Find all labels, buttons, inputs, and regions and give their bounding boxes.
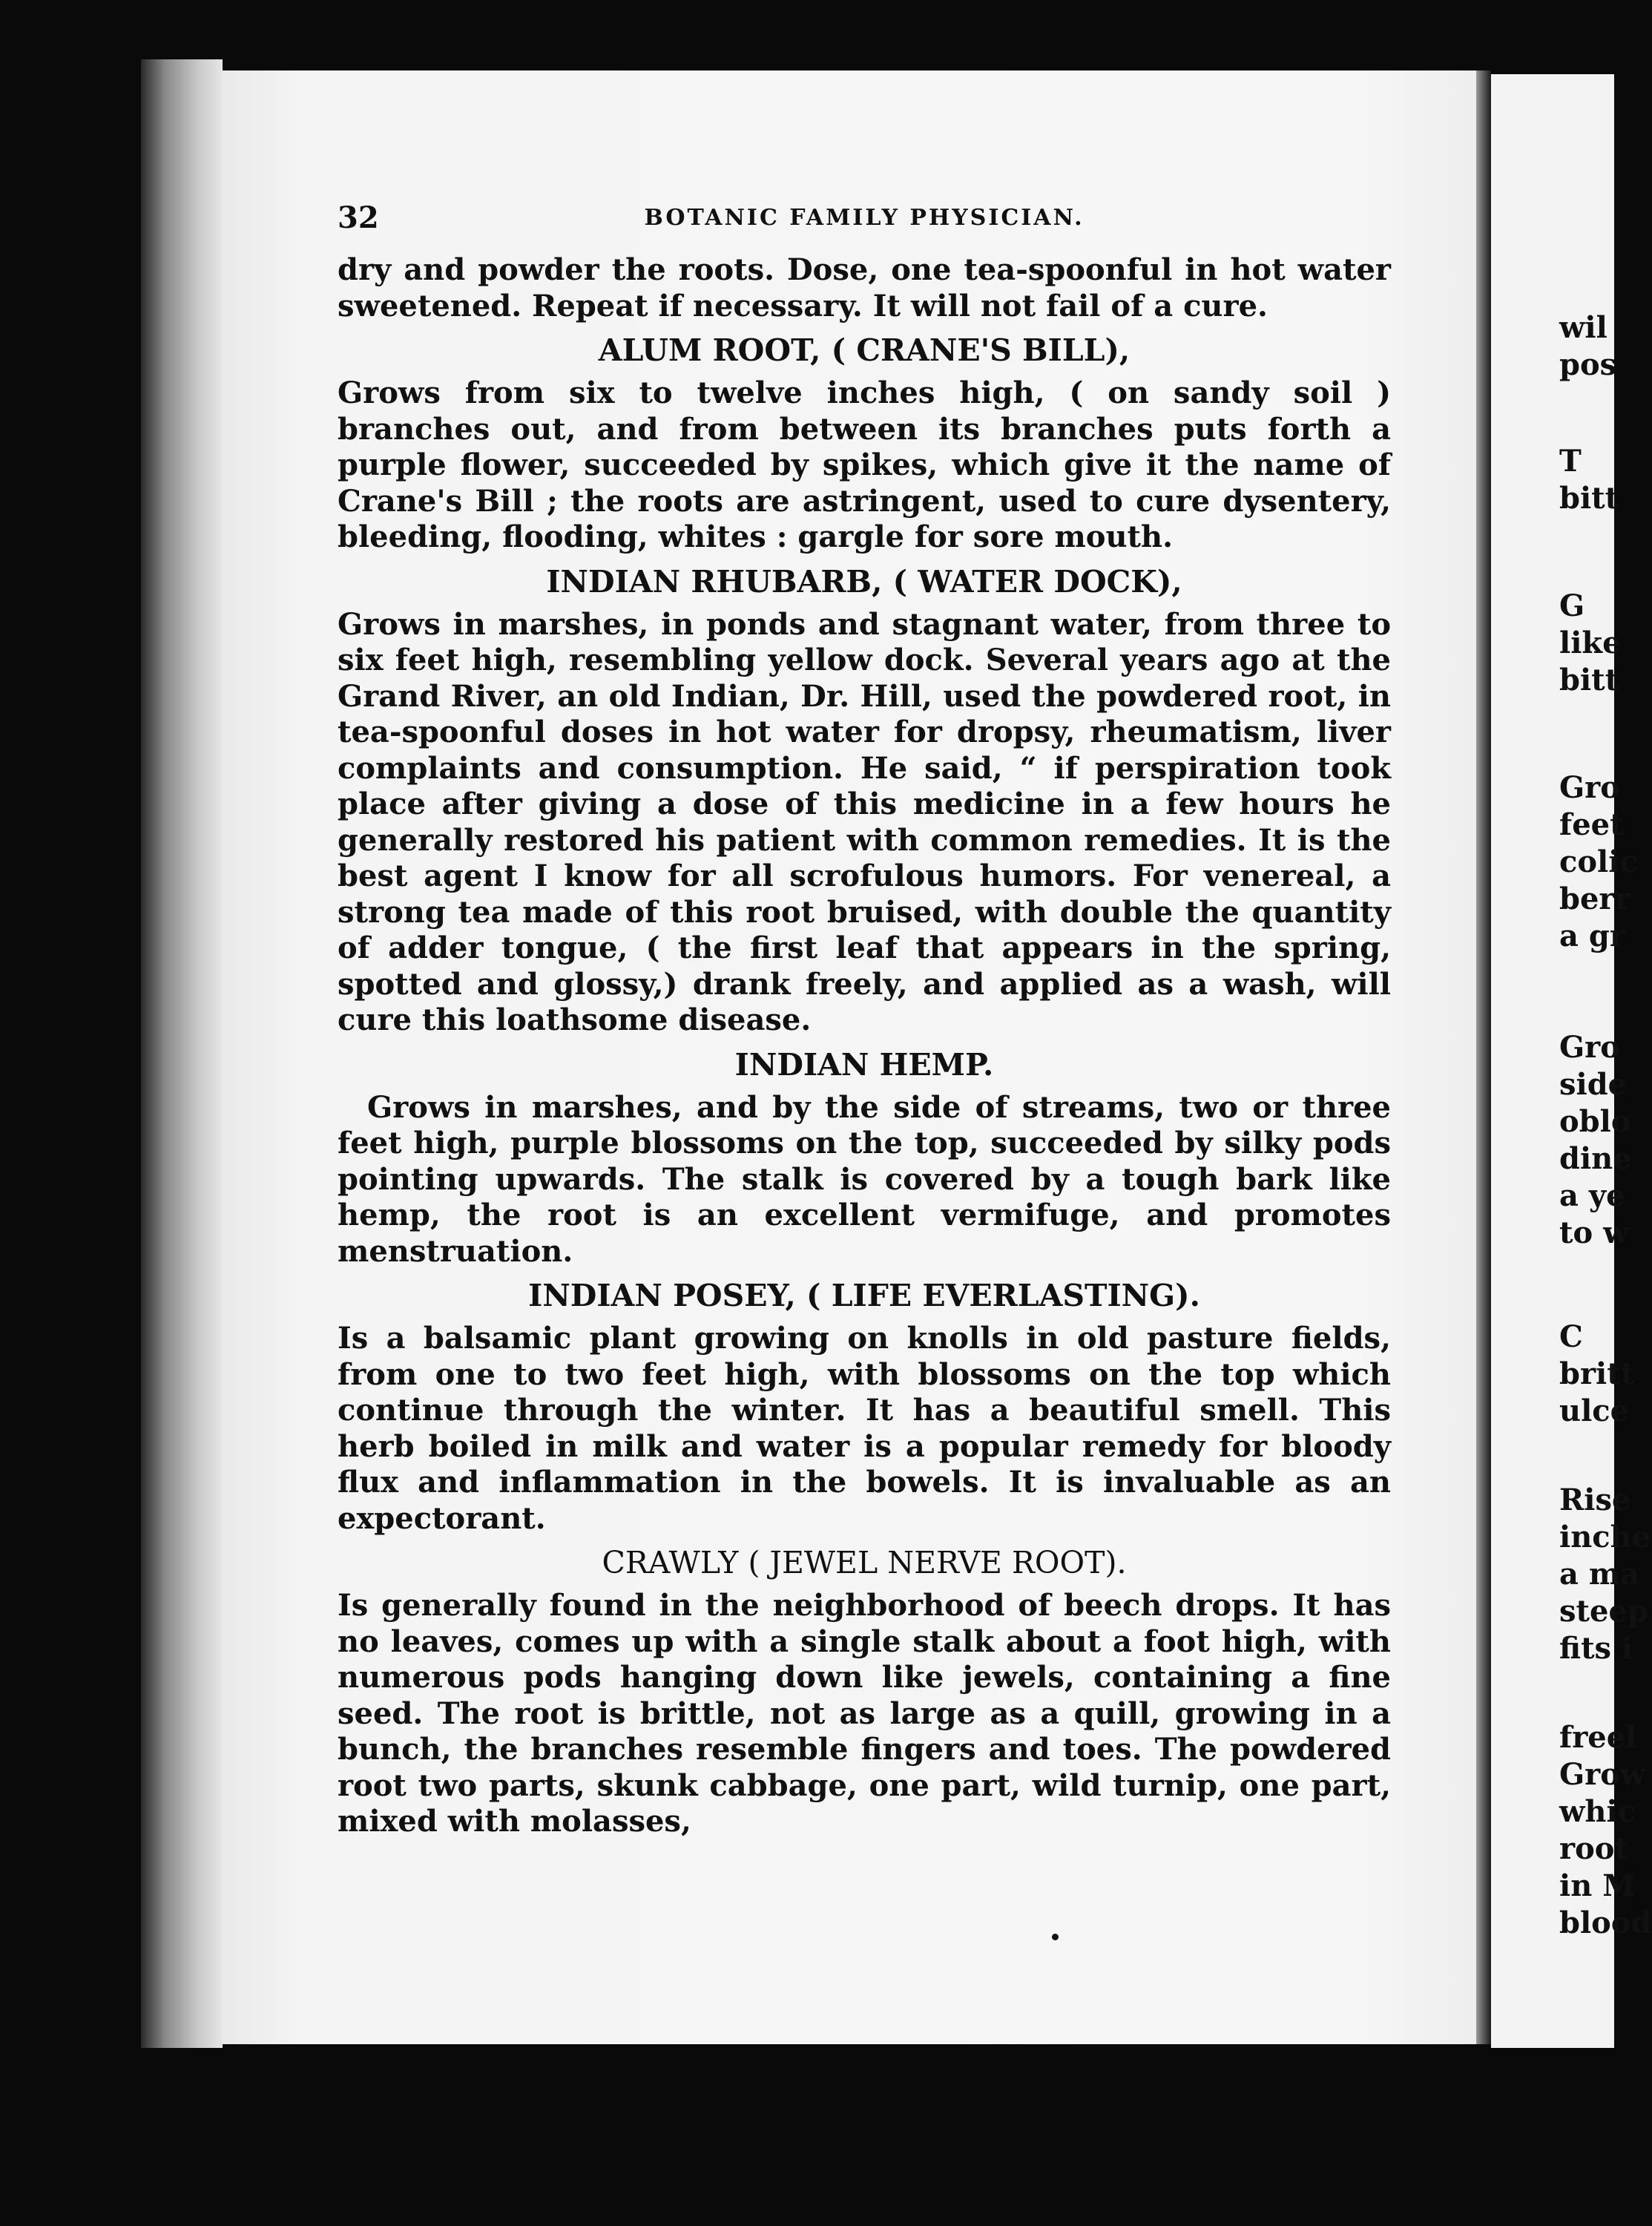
paragraph: Is generally found in the neighborhood of beech drops. It has no leaves, comes up with a single stalk about a foot high, with numerous pods hanging down like jewels, containing a fine seed. The root is brittle, not as large as a quill, growing in a bunch, the branches resemble fingers and toes. The powdered root two parts, skunk cabbage, one part, wild turnip, one part, mixed with molasses, — [338, 1588, 1391, 1839]
right-page-fragment: ulce — [1559, 1393, 1630, 1428]
right-page-fragment: colic — [1559, 844, 1638, 879]
right-page-fragment: inche — [1559, 1520, 1651, 1554]
section-heading: INDIAN POSEY, ( LIFE EVERLASTING). — [528, 1278, 1200, 1313]
right-page-fragment: in M — [1559, 1868, 1636, 1903]
right-page-fragment: dine — [1559, 1141, 1632, 1176]
right-page-fragment: fits i — [1559, 1631, 1633, 1666]
running-head — [338, 200, 1391, 252]
paragraph: Is a balsamic plant growing on knolls in old pasture fields, from one to two feet high, with blossoms on the top which continue through the winter. It has a beautiful smell. This herb boiled in milk and water is a popular remedy for bloody flux and inflammation in the bowels. It is invaluable as an expectorant. — [338, 1321, 1391, 1536]
right-page-fragment: wil — [1559, 310, 1607, 345]
right-page-edge — [1491, 74, 1652, 2048]
right-page-fragment: to w — [1559, 1215, 1629, 1250]
paragraph: Grows in marshes, in ponds and stagnant water, from three to six feet high, resembling yellow dock. Several years ago at the Grand River, an old Indian, Dr. Hill, used the powdered root, in tea-spoonful doses in hot water for dropsy, rheumatism, liver complaints and consumption. He said, “ if perspiration took place after giving a dose of this medicine in a few hours he generally restored his patient with common remedies. It is the best agent I know for all scrofulous humors. For venereal, a strong tea made of this root bruised, with double the quantity of adder tongue, ( the first leaf that appears in the spring, spotted and glossy,) drank freely, and applied as a wash, will cure this loathsome disease. — [338, 606, 1391, 1037]
paragraph: dry and powder the roots. Dose, one tea-spoonful in hot water sweetened. Repeat if necessary. It will not fail of a cure. — [338, 252, 1391, 324]
running-title: BOTANIC FAMILY PHYSICIAN. — [644, 205, 1085, 231]
right-page-fragment: berr — [1559, 881, 1630, 916]
right-page-fragment: steep — [1559, 1594, 1648, 1629]
right-page-fragment: side — [1559, 1067, 1628, 1102]
book-spine-shadow — [141, 59, 223, 2048]
page-number: 32 — [338, 200, 379, 235]
right-page-fragment: Gro — [1559, 1030, 1620, 1065]
right-page-fragment: bitt — [1559, 663, 1619, 697]
print-speck — [1052, 1934, 1059, 1940]
right-page-fragment: bitt — [1559, 481, 1619, 516]
right-page-fragment: a gr — [1559, 919, 1625, 953]
section-heading: ALUM ROOT, ( CRANE'S BILL), — [598, 332, 1131, 368]
right-page-fragment: Gro — [1559, 770, 1620, 805]
right-page-fragment: Rise — [1559, 1483, 1631, 1517]
right-page-fragment: feet — [1559, 807, 1624, 842]
section-heading: CRAWLY ( JEWEL NERVE ROOT). — [602, 1545, 1127, 1580]
section-heading: INDIAN RHUBARB, ( WATER DOCK), — [546, 563, 1182, 600]
right-page-fragment: Grow — [1559, 1757, 1646, 1792]
right-page-fragment: G — [1559, 588, 1585, 623]
right-page-fragment: C — [1559, 1319, 1583, 1354]
paragraph: Grows in marshes, and by the side of streams, two or three feet high, purple blossoms on the top, succeeded by silky pods pointing upwards. The stalk is covered by a tough bark like hemp, the root is an excellent vermifuge, and promotes menstruation. — [338, 1089, 1391, 1269]
right-page-fragment: T — [1559, 444, 1582, 479]
right-page-fragment: pos — [1559, 347, 1617, 382]
right-page-fragment: a ma — [1559, 1557, 1640, 1592]
right-page-fragment: blood — [1559, 1905, 1652, 1940]
right-page-fragment: like — [1559, 626, 1622, 660]
right-page-fragment: whic — [1559, 1794, 1636, 1829]
right-page-fragment: root — [1559, 1831, 1628, 1866]
section-heading: INDIAN HEMP. — [734, 1046, 994, 1083]
paragraph: Grows from six to twelve inches high, ( on sandy soil ) branches out, and from between its branches puts forth a purple flower, succeeded by spikes, which give it the name of Crane's Bill ; the roots are astringent, used to cure dysentery, bleeding, flooding, whites : gargle for sore mouth. — [338, 375, 1391, 554]
right-page-fragment: oblo — [1559, 1104, 1631, 1139]
page-content — [338, 200, 1391, 1840]
right-page-fragment: a ye — [1559, 1178, 1625, 1213]
body-text — [338, 252, 1391, 1840]
book-gutter — [1476, 70, 1491, 2044]
right-page-fragment: freel — [1559, 1720, 1637, 1755]
right-page-fragment: britt — [1559, 1356, 1635, 1391]
